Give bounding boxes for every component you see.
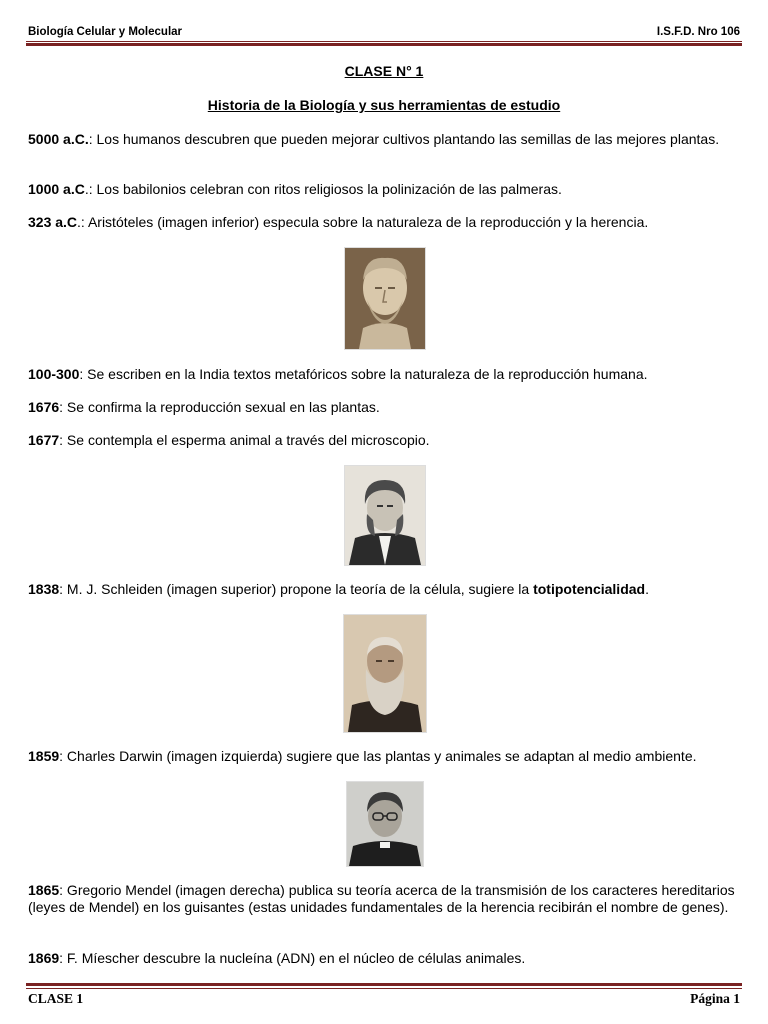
entry-1676: [28, 399, 740, 416]
entry-text: : F. Míescher descubre la nucleína (ADN) en el núcleo de células animales.: [59, 950, 526, 966]
entry-text: .: Los babilonios celebran con ritos religiosos la polinización de las palmeras.: [84, 181, 562, 197]
header-rule-thick: [26, 43, 742, 46]
entry-text: : M. J. Schleiden (imagen superior) propone la teoría de la célula, sugiere la: [59, 581, 534, 597]
mendel-portrait-image: [346, 781, 424, 867]
darwin-portrait-image: [343, 614, 427, 733]
footer-page-number: Página 1: [690, 991, 740, 1006]
entry-date: 1838: [28, 581, 60, 597]
entry-1000ac: [28, 181, 740, 198]
entry-1865: [28, 882, 740, 916]
entry-date: 100-300: [28, 366, 80, 382]
header-rule-thin: [26, 41, 742, 42]
entry-date: 5000 a.C.: [28, 131, 89, 147]
page-footer: [28, 991, 740, 1007]
entry-1869: [28, 950, 740, 967]
class-subtitle: Historia de la Biología y sus herramientas de estudio: [207, 97, 561, 113]
class-title: CLASE N° 1: [344, 63, 424, 79]
entry-text: : Se escriben en la India textos metafóricos sobre la naturaleza de la reproducción humana.: [79, 366, 648, 382]
entry-100-300: [28, 366, 740, 383]
entry-text: .: Aristóteles (imagen inferior) especula sobre la naturaleza de la reproducción y la herencia.: [77, 214, 649, 230]
entry-text: : Gregorio Mendel (imagen derecha) publica su teoría acerca de la transmisión de los caracteres hereditarios (leyes de Mendel) en los guisantes (estas unidades fundamentales de la herencia recibirán el nombre de genes).: [28, 882, 735, 915]
aristotle-bust-image: [344, 247, 426, 350]
entry-text: : Se confirma la reproducción sexual en las plantas.: [59, 399, 380, 415]
schleiden-portrait-image: [344, 465, 426, 566]
entry-text: : Los humanos descubren que pueden mejorar cultivos plantando las semillas de las mejores plantas.: [88, 131, 720, 147]
entry-1677: [28, 432, 740, 449]
footer-rule-thick: [26, 983, 742, 986]
entry-date: 1859: [28, 748, 60, 764]
entry-text: : Se contempla el esperma animal a través del microscopio.: [59, 432, 430, 448]
entry-text: : Charles Darwin (imagen izquierda) sugiere que las plantas y animales se adaptan al medio ambiente.: [59, 748, 697, 764]
entry-date: 323 a.C: [28, 214, 78, 230]
entry-date: 1869: [28, 950, 60, 966]
header-course-title: Biología Celular y Molecular: [28, 26, 183, 38]
header-institution: I.S.F.D. Nro 106: [656, 26, 740, 38]
entry-tail: .: [645, 581, 649, 597]
entry-5000ac: [28, 131, 740, 148]
footer-class-label: CLASE 1: [28, 991, 84, 1006]
entry-date: 1000 a.C: [28, 181, 85, 197]
entry-date: 1676: [28, 399, 60, 415]
entry-date: 1865: [28, 882, 60, 898]
entry-1838: [28, 581, 740, 598]
page-header: [28, 26, 740, 40]
entry-emphasis: totipotencialidad: [533, 581, 646, 597]
footer-rule-thin: [26, 988, 742, 989]
entry-1859: [28, 748, 740, 765]
entry-323ac: [28, 214, 740, 231]
entry-date: 1677: [28, 432, 60, 448]
